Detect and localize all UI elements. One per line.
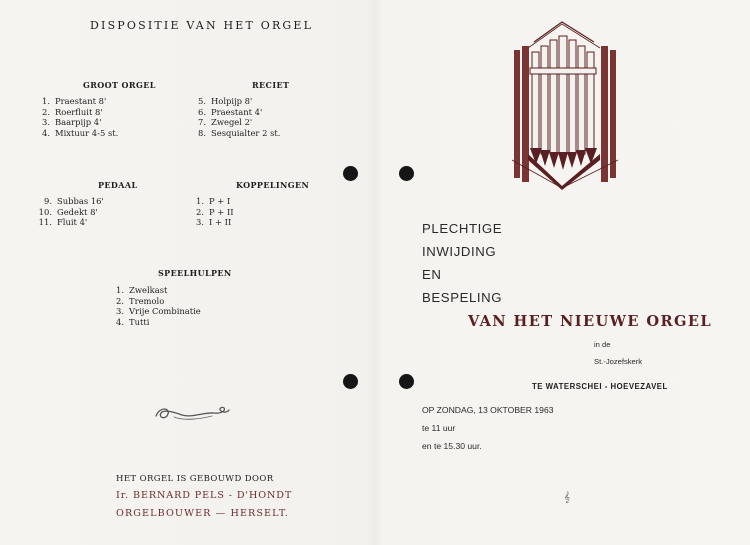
pedaal-list xyxy=(38,196,104,228)
list-item: 4. Tutti xyxy=(116,316,150,327)
builder-line: HET ORGEL IS GEBOUWD DOOR xyxy=(116,474,274,484)
event-time-2: en te 15.30 uur. xyxy=(422,441,482,451)
in-de-text: in de xyxy=(594,340,611,349)
list-item: 1. Praestant 8' xyxy=(42,96,107,106)
list-item: 2. Tremolo xyxy=(116,295,165,306)
reciet-heading: RECIET xyxy=(252,80,290,90)
main-title: VAN HET NIEUWE ORGEL xyxy=(468,313,713,330)
list-item: 3. Baarpijp 4' xyxy=(42,117,102,128)
title-line: INWIJDING xyxy=(422,244,497,259)
list-item: 5. Holpijp 8' xyxy=(198,96,253,106)
list-item: 1. P + I xyxy=(196,196,231,206)
reciet-list xyxy=(198,96,280,138)
list-item: 3. I + II xyxy=(196,217,232,228)
builder-location: ORGELBOUWER — HERSELT. xyxy=(116,508,290,519)
binding-hole xyxy=(399,374,414,389)
list-item: 7. Zwegel 2' xyxy=(198,117,253,128)
list-item: 2. Roerfluit 8' xyxy=(42,106,103,117)
speelhulpen-list xyxy=(116,285,201,327)
binding-hole xyxy=(399,166,414,181)
binding-hole xyxy=(343,166,358,181)
list-item: 10. Gedekt 8' xyxy=(38,206,98,217)
title-line: BESPELING xyxy=(422,290,503,305)
event-time-1: te 11 uur xyxy=(422,423,456,433)
builder-name: Ir. BERNARD PELS - D'HONDT xyxy=(116,490,293,501)
groot-orgel-heading: GROOT ORGEL xyxy=(83,80,156,90)
place-name: TE WATERSCHEI - HOEVEZAVEL xyxy=(532,382,668,391)
list-item: 1. Zwelkast xyxy=(116,285,168,295)
speelhulpen-heading: SPEELHULPEN xyxy=(158,268,232,278)
event-date: OP ZONDAG, 13 OKTOBER 1963 xyxy=(422,405,554,415)
flourish-ornament-icon xyxy=(152,404,232,424)
church-name: St.-Jozefskerk xyxy=(594,357,643,366)
list-item: 6. Praestant 4' xyxy=(198,106,263,117)
groot-orgel-list xyxy=(40,96,118,138)
koppelingen-heading: KOPPELINGEN xyxy=(236,180,310,190)
koppelingen-list xyxy=(196,196,234,228)
disposition-title: DISPOSITIE VAN HET ORGEL xyxy=(90,19,314,32)
list-item: 8. Sesquialter 2 st. xyxy=(198,127,281,138)
list-item: 4. Mixtuur 4-5 st. xyxy=(42,127,119,138)
pedaal-heading: PEDAAL xyxy=(98,180,138,190)
organ-pipes-icon xyxy=(508,20,622,190)
list-item: 11. Fluit 4' xyxy=(38,217,88,228)
treble-clef-icon: 𝄞 xyxy=(564,492,570,503)
title-line: PLECHTIGE xyxy=(422,221,503,236)
list-item: 2. P + II xyxy=(196,206,234,217)
list-item: 9. Subbas 16' xyxy=(44,196,104,206)
binding-hole xyxy=(343,374,358,389)
list-item: 3. Vrije Combinatie xyxy=(116,306,201,317)
title-line: EN xyxy=(422,267,442,282)
